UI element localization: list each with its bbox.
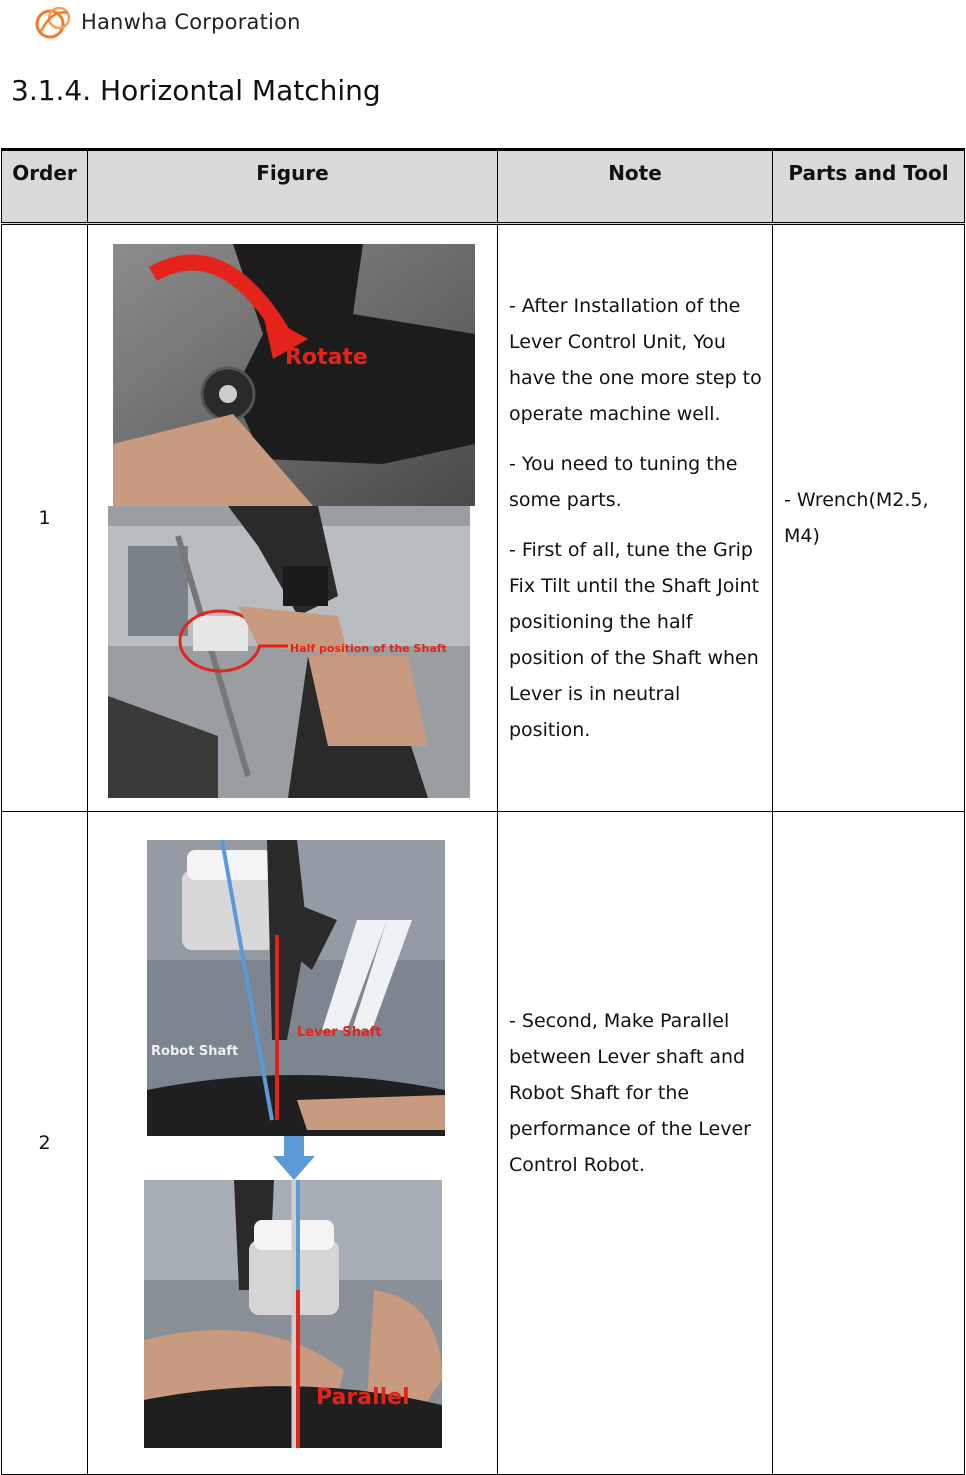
note-cell: [498, 812, 773, 1475]
figure-cell: [88, 224, 498, 812]
shafts-photo: [147, 840, 445, 1136]
arrow-down-icon: [271, 1136, 317, 1180]
figure-cell: [88, 812, 498, 1475]
robot-shaft-label: Robot Shaft: [151, 1044, 239, 1059]
column-header-figure: Figure: [88, 150, 498, 224]
company-logo: [33, 0, 301, 44]
section-title: 3.1.4. Horizontal Matching: [11, 74, 381, 107]
note-text: - After Installation of the Lever Control Unit, You have the one more step to operate machine well.: [509, 295, 762, 425]
parallel-photo: [144, 1180, 442, 1448]
column-header-note: Note: [498, 150, 773, 224]
company-name: Hanwha Corporation: [81, 10, 301, 34]
table-header-row: [2, 150, 965, 224]
half-position-label: Half position of the Shaft: [290, 642, 447, 655]
table-row: [2, 224, 965, 812]
table-row: [2, 812, 965, 1475]
note-cell: [498, 224, 773, 812]
parallel-label: Parallel: [316, 1385, 410, 1410]
note-text: - First of all, tune the Grip Fix Tilt until the Shaft Joint positioning the half position of the Shaft when Lever is in neutral position.: [509, 539, 760, 741]
half-position-photo: [108, 506, 470, 798]
note-text: - Second, Make Parallel between Lever shaft and Robot Shaft for the performance of the Lever Control Robot.: [509, 1010, 751, 1176]
order-cell: 1: [2, 224, 88, 812]
rotate-label: Rotate: [285, 345, 368, 370]
column-header-order: Order: [2, 150, 88, 224]
hanwha-logo-icon: [33, 1, 75, 43]
rotate-photo: [113, 244, 475, 506]
procedure-table: [1, 148, 965, 1475]
column-header-parts: Parts and Tool: [773, 150, 965, 224]
lever-shaft-label: Lever Shaft: [297, 1025, 382, 1040]
order-cell: 2: [2, 812, 88, 1475]
parts-cell: [773, 812, 965, 1475]
parts-cell: - Wrench(M2.5, M4): [773, 224, 965, 812]
note-text: - You need to tuning the some parts.: [509, 453, 738, 511]
